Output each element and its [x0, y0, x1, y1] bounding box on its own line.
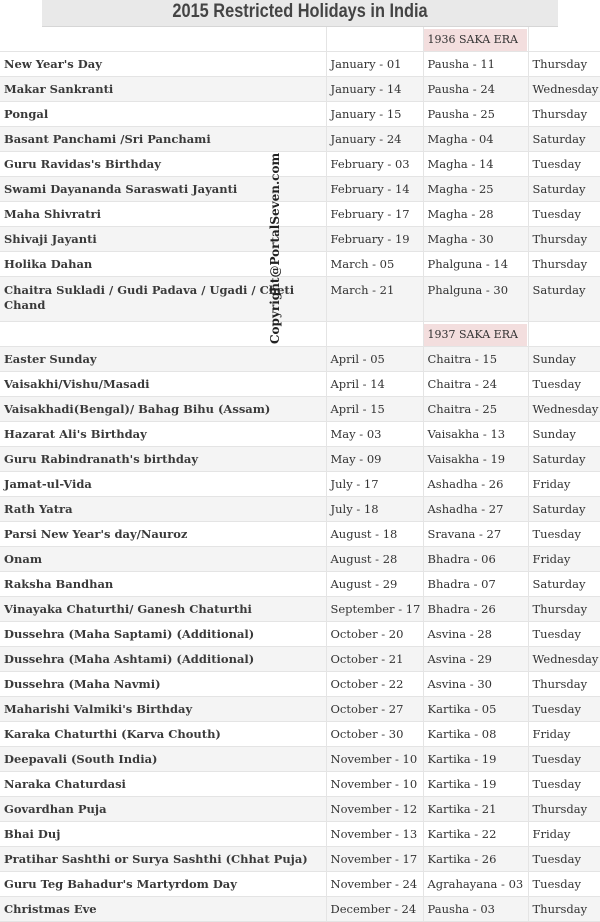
saka-date: Asvina - 29: [423, 647, 528, 672]
saka-date: Ashadha - 26: [423, 472, 528, 497]
gregorian-date: May - 09: [326, 447, 423, 472]
holiday-name: Jamat-ul-Vida: [0, 472, 326, 497]
saka-date: Pausha - 25: [423, 102, 528, 127]
holiday-name: Christmas Eve: [0, 897, 326, 922]
holiday-name: Guru Rabindranath's birthday: [0, 447, 326, 472]
holiday-name: Vinayaka Chaturthi/ Ganesh Chaturthi: [0, 597, 326, 622]
saka-date: Chaitra - 15: [423, 347, 528, 372]
saka-date: Pausha - 11: [423, 52, 528, 77]
gregorian-date: January - 15: [326, 102, 423, 127]
era-header-row-1936: [0, 27, 600, 52]
table-row: [0, 372, 600, 397]
weekday: Tuesday: [528, 152, 600, 177]
weekday: Sunday: [528, 347, 600, 372]
saka-date: Magha - 30: [423, 227, 528, 252]
gregorian-date: November - 10: [326, 772, 423, 797]
gregorian-date: April - 15: [326, 397, 423, 422]
table-row: [0, 522, 600, 547]
saka-date: Magha - 28: [423, 202, 528, 227]
weekday: Friday: [528, 822, 600, 847]
weekday: Tuesday: [528, 202, 600, 227]
holiday-name: Vaisakhadi(Bengal)/ Bahag Bihu (Assam): [0, 397, 326, 422]
era-header-row-1937: [0, 322, 600, 347]
copyright-watermark: Copyright@PortalSeven.com: [268, 152, 282, 344]
holiday-name: Vaisakhi/Vishu/Masadi: [0, 372, 326, 397]
saka-date: Asvina - 28: [423, 622, 528, 647]
saka-date: Kartika - 21: [423, 797, 528, 822]
holidays-table: [0, 27, 600, 922]
saka-date: Bhadra - 07: [423, 572, 528, 597]
gregorian-date: November - 13: [326, 822, 423, 847]
table-row: [0, 772, 600, 797]
gregorian-date: February - 03: [326, 152, 423, 177]
gregorian-date: September - 17: [326, 597, 423, 622]
gregorian-date: October - 21: [326, 647, 423, 672]
holiday-name: Maharishi Valmiki's Birthday: [0, 697, 326, 722]
holiday-name: Deepavali (South India): [0, 747, 326, 772]
gregorian-date: October - 22: [326, 672, 423, 697]
saka-date: Asvina - 30: [423, 672, 528, 697]
weekday: Thursday: [528, 597, 600, 622]
saka-era-label: 1937 SAKA ERA: [424, 324, 527, 346]
gregorian-date: October - 20: [326, 622, 423, 647]
saka-date: Kartika - 19: [423, 772, 528, 797]
holiday-name: Hazarat Ali's Birthday: [0, 422, 326, 447]
page-title: 2015 Restricted Holidays in India: [42, 0, 558, 27]
table-row: [0, 722, 600, 747]
gregorian-date: November - 17: [326, 847, 423, 872]
table-row: [0, 747, 600, 772]
gregorian-date: February - 17: [326, 202, 423, 227]
weekday: Saturday: [528, 447, 600, 472]
saka-era-label: 1936 SAKA ERA: [424, 29, 527, 51]
gregorian-date: August - 29: [326, 572, 423, 597]
holiday-name: Guru Ravidas's Birthday: [0, 152, 326, 177]
weekday: Friday: [528, 472, 600, 497]
weekday: Saturday: [528, 127, 600, 152]
saka-date: Kartika - 08: [423, 722, 528, 747]
gregorian-date: January - 01: [326, 52, 423, 77]
table-row: [0, 422, 600, 447]
saka-date: Magha - 04: [423, 127, 528, 152]
weekday: Friday: [528, 722, 600, 747]
table-row: [0, 597, 600, 622]
gregorian-date: January - 14: [326, 77, 423, 102]
holiday-name: Maha Shivratri: [0, 202, 326, 227]
holiday-name: Dussehra (Maha Saptami) (Additional): [0, 622, 326, 647]
gregorian-date: April - 05: [326, 347, 423, 372]
table-row: [0, 177, 600, 202]
saka-date: Phalguna - 30: [423, 277, 528, 322]
table-row: [0, 797, 600, 822]
saka-date: Magha - 25: [423, 177, 528, 202]
gregorian-date: November - 12: [326, 797, 423, 822]
saka-date: Chaitra - 25: [423, 397, 528, 422]
table-row: [0, 397, 600, 422]
saka-date: Phalguna - 14: [423, 252, 528, 277]
saka-date: Magha - 14: [423, 152, 528, 177]
gregorian-date: May - 03: [326, 422, 423, 447]
weekday: Wednesday: [528, 77, 600, 102]
gregorian-date: July - 18: [326, 497, 423, 522]
saka-date: Ashadha - 27: [423, 497, 528, 522]
weekday: Tuesday: [528, 372, 600, 397]
holiday-name: Rath Yatra: [0, 497, 326, 522]
holiday-name: Karaka Chaturthi (Karva Chouth): [0, 722, 326, 747]
weekday: Sunday: [528, 422, 600, 447]
gregorian-date: March - 05: [326, 252, 423, 277]
table-row: [0, 872, 600, 897]
gregorian-date: October - 27: [326, 697, 423, 722]
weekday: Thursday: [528, 672, 600, 697]
table-row: [0, 227, 600, 252]
weekday: Thursday: [528, 797, 600, 822]
table-row: [0, 52, 600, 77]
holiday-name: New Year's Day: [0, 52, 326, 77]
holiday-name: Dussehra (Maha Ashtami) (Additional): [0, 647, 326, 672]
gregorian-date: October - 30: [326, 722, 423, 747]
saka-date: Bhadra - 06: [423, 547, 528, 572]
saka-date: Kartika - 05: [423, 697, 528, 722]
holiday-name: Holika Dahan: [0, 252, 326, 277]
table-row: [0, 277, 600, 322]
weekday: Friday: [528, 547, 600, 572]
table-row: [0, 102, 600, 127]
saka-date: Pausha - 24: [423, 77, 528, 102]
holiday-name: Easter Sunday: [0, 347, 326, 372]
table-row: [0, 77, 600, 102]
table-row: [0, 622, 600, 647]
holiday-name: Pongal: [0, 102, 326, 127]
saka-date: Kartika - 22: [423, 822, 528, 847]
gregorian-date: February - 19: [326, 227, 423, 252]
weekday: Saturday: [528, 572, 600, 597]
holiday-name: Basant Panchami /Sri Panchami: [0, 127, 326, 152]
gregorian-date: April - 14: [326, 372, 423, 397]
gregorian-date: March - 21: [326, 277, 423, 322]
weekday: Saturday: [528, 277, 600, 322]
holiday-name: Shivaji Jayanti: [0, 227, 326, 252]
weekday: Saturday: [528, 177, 600, 202]
holiday-name: Naraka Chaturdasi: [0, 772, 326, 797]
holiday-name: Govardhan Puja: [0, 797, 326, 822]
table-row: [0, 127, 600, 152]
saka-date: Chaitra - 24: [423, 372, 528, 397]
saka-date: Kartika - 26: [423, 847, 528, 872]
table-row: [0, 647, 600, 672]
weekday: Thursday: [528, 252, 600, 277]
table-row: [0, 822, 600, 847]
saka-date: Agrahayana - 03: [423, 872, 528, 897]
gregorian-date: July - 17: [326, 472, 423, 497]
table-row: [0, 152, 600, 177]
table-row: [0, 497, 600, 522]
weekday: Tuesday: [528, 772, 600, 797]
gregorian-date: November - 24: [326, 872, 423, 897]
gregorian-date: November - 10: [326, 747, 423, 772]
table-row: [0, 672, 600, 697]
weekday: Tuesday: [528, 872, 600, 897]
weekday: Tuesday: [528, 522, 600, 547]
gregorian-date: August - 18: [326, 522, 423, 547]
saka-date: Vaisakha - 19: [423, 447, 528, 472]
holiday-name: Guru Teg Bahadur's Martyrdom Day: [0, 872, 326, 897]
weekday: Wednesday: [528, 397, 600, 422]
saka-date: Bhadra - 26: [423, 597, 528, 622]
table-row: [0, 202, 600, 227]
saka-date: Kartika - 19: [423, 747, 528, 772]
gregorian-date: January - 24: [326, 127, 423, 152]
saka-date: Sravana - 27: [423, 522, 528, 547]
weekday: Thursday: [528, 227, 600, 252]
saka-date: Vaisakha - 13: [423, 422, 528, 447]
holiday-name: Swami Dayananda Saraswati Jayanti: [0, 177, 326, 202]
weekday: Tuesday: [528, 697, 600, 722]
gregorian-date: August - 28: [326, 547, 423, 572]
weekday: Tuesday: [528, 622, 600, 647]
weekday: Thursday: [528, 102, 600, 127]
weekday: Saturday: [528, 497, 600, 522]
holiday-name: Raksha Bandhan: [0, 572, 326, 597]
holiday-name: Bhai Duj: [0, 822, 326, 847]
table-row: [0, 847, 600, 872]
weekday: Thursday: [528, 897, 600, 922]
table-row: [0, 347, 600, 372]
table-row: [0, 697, 600, 722]
holiday-name: Parsi New Year's day/Nauroz: [0, 522, 326, 547]
weekday: Thursday: [528, 52, 600, 77]
gregorian-date: February - 14: [326, 177, 423, 202]
holiday-name: Onam: [0, 547, 326, 572]
holiday-name: Dussehra (Maha Navmi): [0, 672, 326, 697]
table-row: [0, 472, 600, 497]
table-row: [0, 547, 600, 572]
table-row: [0, 572, 600, 597]
table-row: [0, 447, 600, 472]
table-row: [0, 252, 600, 277]
weekday: Wednesday: [528, 647, 600, 672]
holiday-name: Makar Sankranti: [0, 77, 326, 102]
gregorian-date: December - 24: [326, 897, 423, 922]
saka-date: Pausha - 03: [423, 897, 528, 922]
holiday-name: Pratihar Sashthi or Surya Sashthi (Chhat Puja): [0, 847, 326, 872]
weekday: Tuesday: [528, 747, 600, 772]
holiday-name: Chaitra Sukladi / Gudi Padava / Ugadi / Cheti Chand: [0, 277, 326, 322]
weekday: Tuesday: [528, 847, 600, 872]
